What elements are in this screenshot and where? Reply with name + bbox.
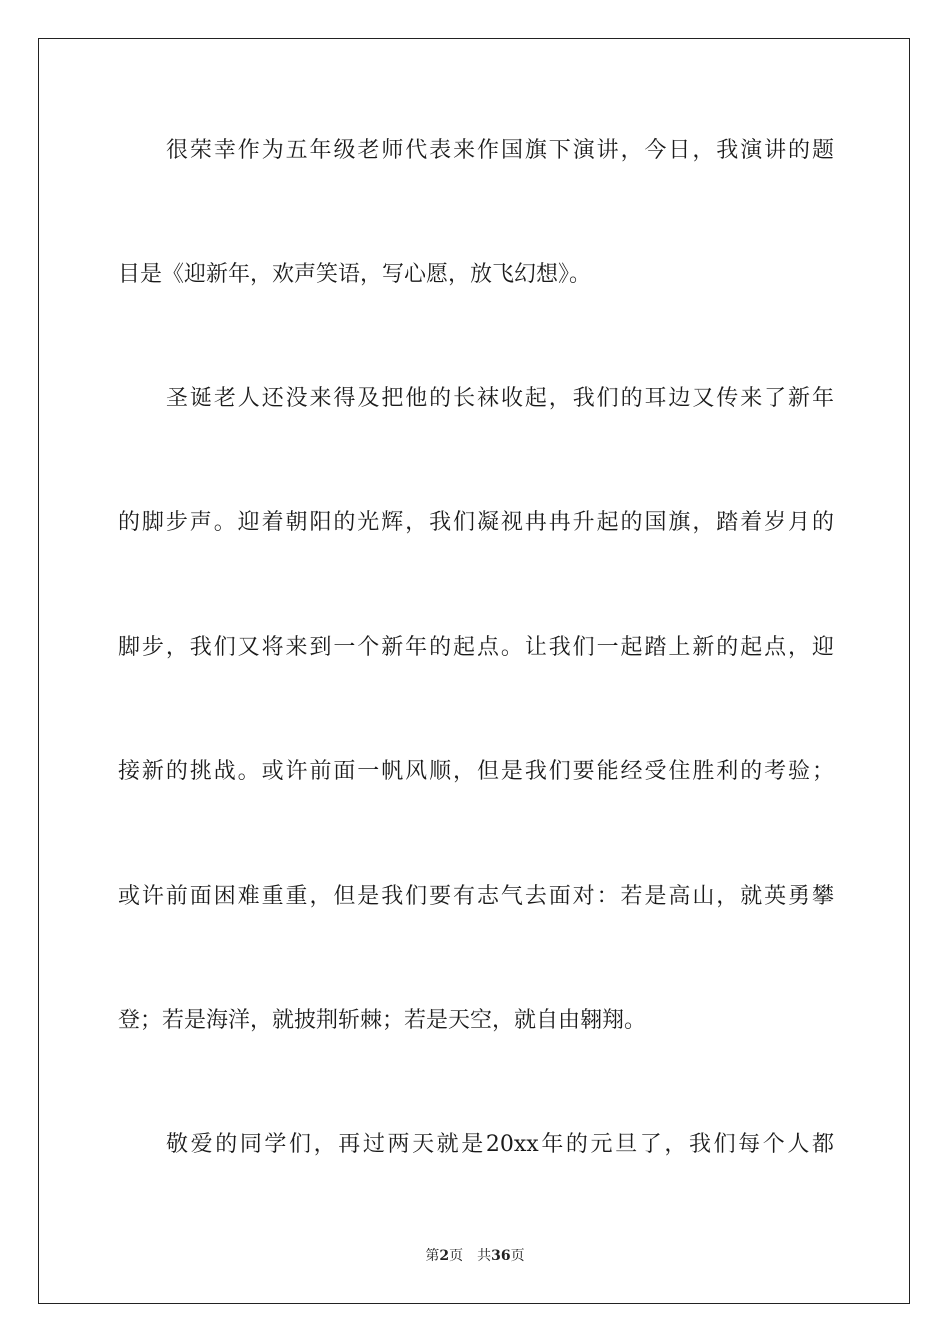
- paragraph-line: 目是《迎新年，欢声笑语，写心愿，放飞幻想》。: [118, 262, 592, 287]
- paragraph-line: 敬爱的同学们，再过两天就是20xx年的元旦了，我们每个人都: [166, 1132, 834, 1157]
- page-border: [38, 38, 910, 1304]
- paragraph-line: 接新的挑战。或许前面一帆风顺，但是我们要能经受住胜利的考验；: [118, 759, 834, 784]
- paragraph-line: 脚步，我们又将来到一个新年的起点。让我们一起踏上新的起点，迎: [118, 635, 834, 660]
- paragraph-line: 登；若是海洋，就披荆斩棘；若是天空，就自由翱翔。: [118, 1008, 647, 1033]
- total-suffix: 页: [510, 1248, 525, 1264]
- paragraph-line: 很荣幸作为五年级老师代表来作国旗下演讲，今日，我演讲的题: [166, 138, 834, 163]
- total-pages: 36: [491, 1248, 511, 1264]
- page-number: 2: [439, 1248, 450, 1264]
- total-prefix: 共: [477, 1248, 492, 1264]
- paragraph-line: 或许前面困难重重，但是我们要有志气去面对：若是高山，就英勇攀: [118, 884, 834, 909]
- page-suffix: 页: [449, 1248, 464, 1264]
- paragraph-line: 圣诞老人还没来得及把他的长袜收起，我们的耳边又传来了新年: [166, 386, 834, 411]
- paragraph-line: 的脚步声。迎着朝阳的光辉，我们凝视冉冉升起的国旗，踏着岁月的: [118, 510, 834, 535]
- page-footer: [0, 1246, 950, 1266]
- page-prefix: 第: [425, 1248, 440, 1264]
